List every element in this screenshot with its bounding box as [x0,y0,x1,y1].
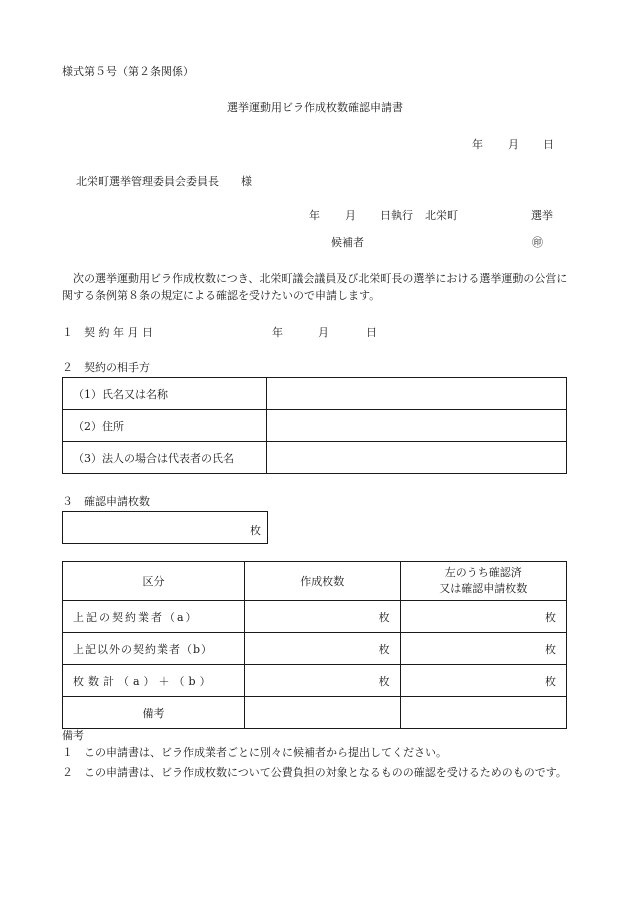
table-row [63,697,567,729]
table-row [63,633,567,665]
election-day-label: 日執行 [380,209,413,222]
contract-day-label: 日 [366,326,377,339]
row-label: 枚数計（a）＋（b） [63,665,245,697]
count-table [62,561,567,729]
election-year-label: 年 [309,209,320,222]
remarks-field[interactable] [400,697,566,729]
counterparty-value-field[interactable] [267,410,567,442]
form-number: 様式第５号（第２条関係） [62,65,194,78]
counterparty-row-address [63,410,567,442]
row-label: 上記の契約業者（a） [63,601,245,633]
note-item: １ この申請書は、ビラ作成業者ごとに別々に候補者から提出してください。 [62,746,447,759]
section1-label: １ 契 約 年 月 日 [62,326,153,339]
row-confirmed-count-field[interactable]: 枚 [400,601,566,633]
requested-count-field[interactable] [62,511,268,544]
row-created-count-field[interactable]: 枚 [245,665,401,697]
counterparty-label: （2）住所 [63,410,267,442]
election-town: 北栄町 [425,209,458,222]
counterparty-table [62,377,567,474]
counterparty-row-name [63,378,567,410]
header-created-count: 作成枚数 [245,562,401,601]
section2-label: ２ 契約の相手方 [62,361,150,374]
contract-month-label: 月 [318,326,329,339]
header-confirmed-line2: 又は確認申請枚数 [439,582,528,595]
date-month-label: 月 [508,138,519,151]
row-label: 備考 [63,697,245,729]
row-label: 上記以外の契約業者（b） [63,633,245,665]
counterparty-value-field[interactable] [267,442,567,474]
table-row [63,601,567,633]
row-created-count-field[interactable]: 枚 [245,601,401,633]
seal-mark: ㊞ [532,236,543,249]
addressee: 北栄町選挙管理委員会委員長 様 [76,175,252,188]
count-unit: 枚 [250,524,261,537]
remarks-field[interactable] [245,697,401,729]
notes-heading: 備考 [62,729,84,742]
note-item: ２ この申請書は、ビラ作成枚数について公費負担の対象となるものの確認を受けるためのものです。 [62,766,567,779]
row-confirmed-count-field[interactable]: 枚 [400,633,566,665]
row-created-count-field[interactable]: 枚 [245,633,401,665]
counterparty-row-representative [63,442,567,474]
header-confirmed-line1: 左のうち確認済 [444,566,522,579]
row-confirmed-count-field[interactable]: 枚 [400,665,566,697]
header-confirmed-count [400,562,566,601]
candidate-label: 候補者 [331,236,364,249]
date-day-label: 日 [543,138,554,151]
section3-label: ３ 確認申請枚数 [62,495,150,508]
contract-year-label: 年 [272,326,283,339]
election-month-label: 月 [345,209,356,222]
count-table-header [63,562,567,601]
body-text: 次の選挙運動用ビラ作成枚数につき、北栄町議会議員及び北栄町長の選挙における選挙運動の公営に関する条例第８条の規定による確認を受けたいので申請します。 [62,272,568,302]
date-year-label: 年 [472,138,483,151]
form-title: 選挙運動用ビラ作成枚数確認申請書 [227,101,403,114]
election-label: 選挙 [531,209,553,222]
counterparty-label: （1）氏名又は名称 [63,378,267,410]
header-category: 区分 [63,562,245,601]
counterparty-value-field[interactable] [267,378,567,410]
counterparty-label: （3）法人の場合は代表者の氏名 [63,442,267,474]
table-row [63,665,567,697]
